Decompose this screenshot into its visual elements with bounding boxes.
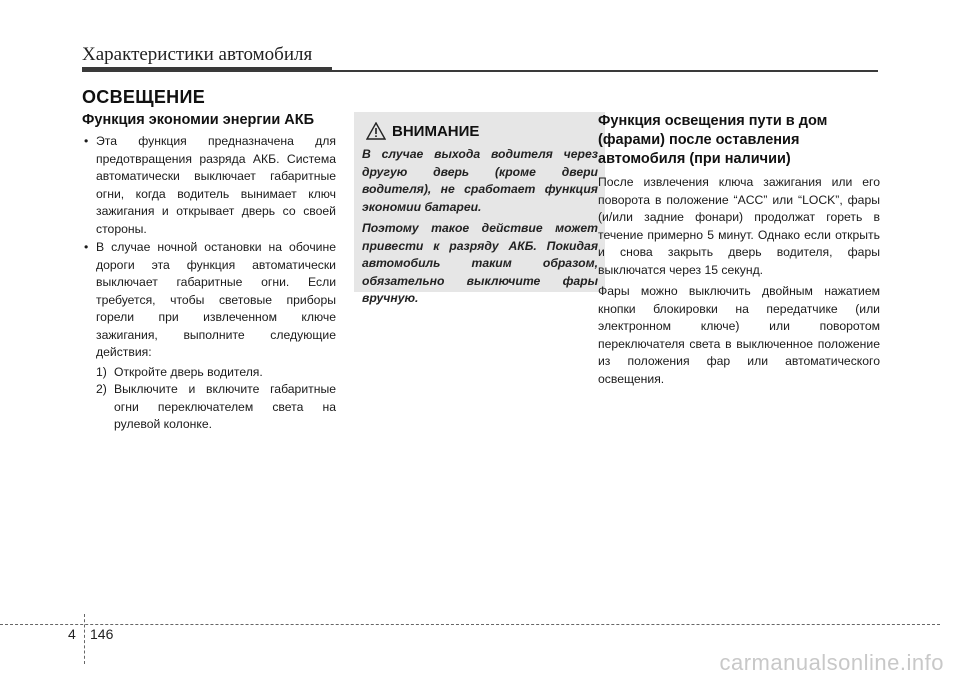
- step-text: Откройте дверь водителя.: [114, 364, 263, 379]
- footer-rule: [0, 624, 940, 625]
- warning-paragraph: В случае выхода водителя через другую дверь (кроме двери водителя), не сработает функция экономии батареи.: [362, 147, 598, 214]
- step-item: [96, 364, 336, 382]
- warning-box: [354, 112, 605, 305]
- bullet-item: • Эта функция предназначена для предотвращения разряда АКБ. Система автоматически выключает габаритные огни, когда водитель вынимает ключ зажигания и открывает дверь со своей стороны.: [82, 133, 336, 238]
- step-text: Выключите и включите габаритные огни переключателем света на рулевой колонке.: [114, 382, 336, 431]
- header-rule-thick: [82, 67, 332, 72]
- step-item: [96, 381, 336, 434]
- right-column: [598, 112, 880, 392]
- page-number: 146: [90, 626, 114, 642]
- warning-header: [366, 122, 479, 140]
- battery-saver-heading: Функция экономии энергии АКБ: [82, 112, 315, 128]
- battery-saver-bullets: [82, 133, 336, 362]
- chapter-title: Характеристики автомобиля: [82, 44, 313, 65]
- warning-body: [362, 146, 598, 312]
- footer-divider: [84, 614, 85, 664]
- escort-lighting-heading: Функция освещения пути в дом (фарами) после оставления автомобиля (при наличии): [598, 113, 828, 167]
- left-column: [82, 111, 336, 434]
- battery-saver-steps: [82, 364, 336, 434]
- step-number: 1): [96, 364, 107, 379]
- watermark: carmanualsonline.info: [719, 650, 944, 675]
- step-number: 2): [96, 382, 107, 396]
- warning-paragraph: Поэтому такое действие может привести к разряду АКБ. Покидая автомобиль таким образом, обязательно выключите фары вручную.: [362, 221, 598, 305]
- section-title: ОСВЕЩЕНИЕ: [82, 87, 205, 107]
- bullet-item: • В случае ночной остановки на обочине дороги эта функция автоматически выключает габаритные огни. Если требуется, чтобы световые приборы горели при извлеченном ключе зажигания, выполните следующие действия:: [82, 239, 336, 362]
- warning-title: ВНИМАНИЕ: [392, 122, 480, 140]
- chapter-number: 4: [68, 626, 76, 642]
- header-rule-thin: [332, 70, 878, 72]
- warning-triangle-icon: [366, 122, 386, 140]
- escort-lighting-paragraph: Фары можно выключить двойным нажатием кнопки блокировки на передатчике (или электронном ключе) или поворотом переключателя света в выключенное положение из положения фар или автоматического освещения.: [598, 284, 880, 386]
- escort-lighting-paragraph: После извлечения ключа зажигания или его поворота в положение “ACC” или “LOCK”, фары (и/или задние фонари) продолжат гореть в течение примерно 5 минут. Однако если открыть и снова закрыть дверь водителя, фары выключатся через 15 секунд.: [598, 175, 880, 277]
